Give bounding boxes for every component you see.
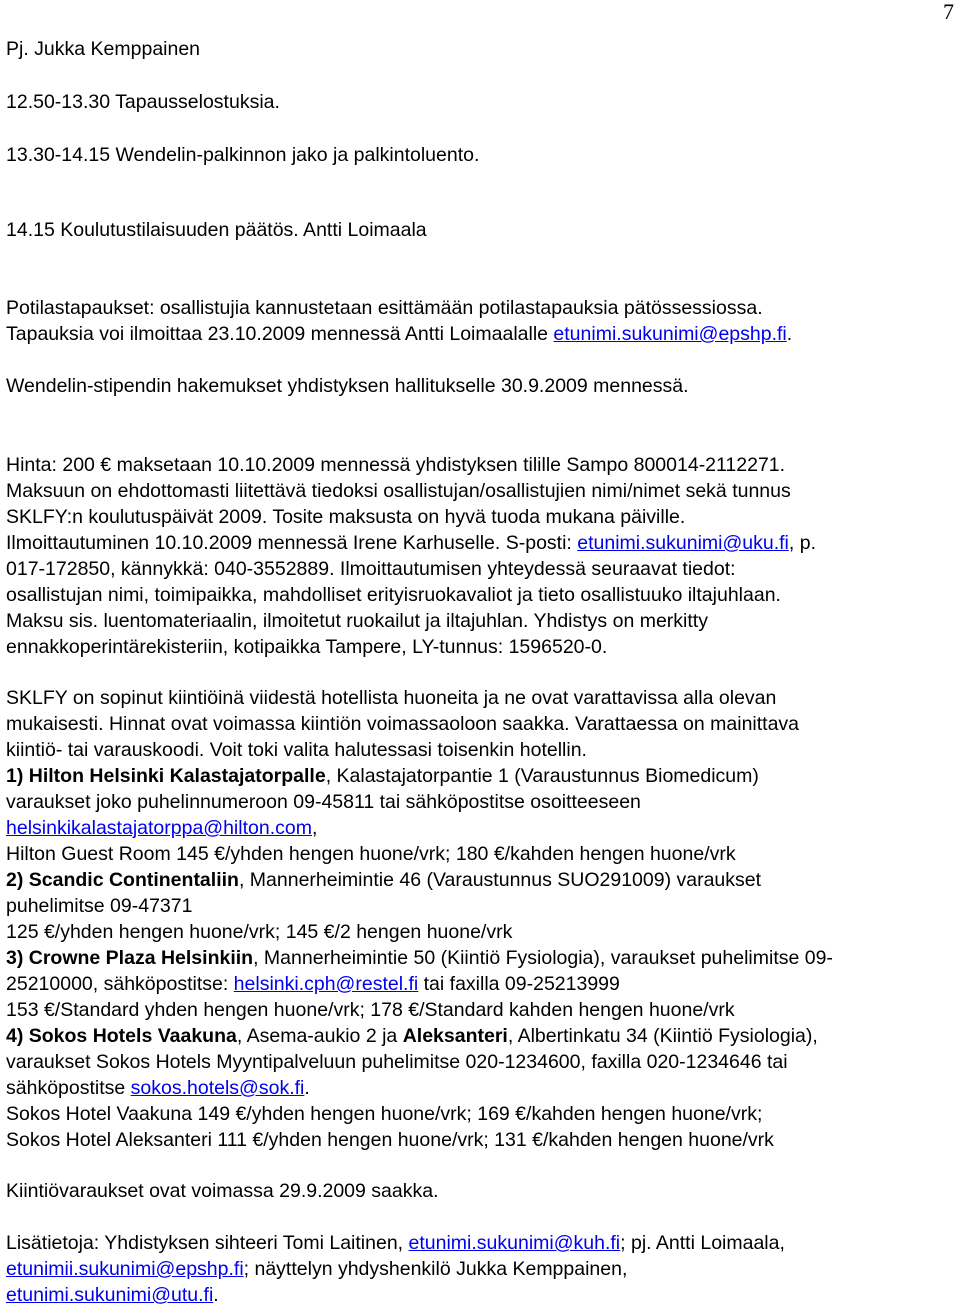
hotel-name: 4) Sokos Hotels Vaakuna bbox=[6, 1025, 237, 1047]
email-link[interactable]: etunimi.sukunimi@utu.fi bbox=[6, 1284, 214, 1306]
email-link[interactable]: helsinkikalastajatorppa@hilton.com bbox=[6, 817, 312, 839]
schedule-item: 12.50-13.30 Tapausselostuksia. bbox=[6, 91, 280, 113]
schedule-speaker: Pj. Jukka Kemppainen bbox=[6, 38, 201, 60]
payment-text: ennakkoperintärekisteriin, kotipaikka Tampere, LY-tunnus: 1596520-0. bbox=[6, 636, 608, 658]
contact-text: Lisätietoja: Yhdistyksen sihteeri Tomi Laitinen, etunimi.sukunimi@kuh.fi; pj. Antti Loimaala, bbox=[6, 1232, 785, 1254]
payment-text: osallistujan nimi, toimipaikka, mahdolliset erityisruokavaliot ja tieto osallistuuko iltajuhlaan. bbox=[6, 584, 781, 606]
cases-text: Potilastapaukset: osallistujia kannustetaan esittämään potilastapauksia pätössessiossa. bbox=[6, 297, 763, 319]
hotel-3-heading: 3) Crowne Plaza Helsinkiin, Mannerheimintie 50 (Kiintiö Fysiologia), varaukset puhelimitse 09- bbox=[6, 947, 833, 969]
page-number: 7 bbox=[943, 0, 954, 24]
hotel-name: 1) Hilton Helsinki Kalastajatorpalle bbox=[6, 765, 326, 787]
hotel-name: 2) Scandic Continentaliin bbox=[6, 869, 239, 891]
hotels-intro: SKLFY on sopinut kiintiöinä viidestä hotellista huoneita ja ne ovat varattavissa alla olevan bbox=[6, 687, 777, 709]
hotels-intro: kiintiö- tai varauskoodi. Voit toki valita halutessasi toisenkin hotellin. bbox=[6, 739, 587, 761]
hotel-name: 3) Crowne Plaza Helsinkiin bbox=[6, 947, 254, 969]
hotels-intro: mukaisesti. Hinnat ovat voimassa kiintiön voimassaoloon saakka. Varattaessa on mainittava bbox=[6, 713, 800, 735]
contact-text: etunimi.sukunimi@utu.fi. bbox=[6, 1284, 219, 1306]
hotel-4-price: Sokos Hotel Aleksanteri 111 €/yhden hengen huone/vrk; 131 €/kahden hengen huone/vrk bbox=[6, 1129, 774, 1151]
schedule-item: 14.15 Koulutustilaisuuden päätös. Antti Loimaala bbox=[6, 219, 427, 241]
hotel-4-heading: 4) Sokos Hotels Vaakuna, Asema-aukio 2 ja Aleksanteri, Albertinkatu 34 (Kiintiö Fysiologia), bbox=[6, 1025, 818, 1047]
wendelin-text: Wendelin-stipendin hakemukset yhdistyksen hallitukselle 30.9.2009 mennessä. bbox=[6, 375, 689, 397]
payment-text: Ilmoittautuminen 10.10.2009 mennessä Irene Karhuselle. S-posti: etunimi.sukunimi@uku.fi, p. bbox=[6, 532, 816, 554]
contact-text: etunimii.sukunimi@epshp.fi; näyttelyn yhdyshenkilö Jukka Kemppainen, bbox=[6, 1258, 628, 1280]
hotel-4-text: sähköpostitse sokos.hotels@sok.fi. bbox=[6, 1077, 310, 1099]
hotel-4-text: varaukset Sokos Hotels Myyntipalveluun puhelimitse 020-1234600, faxilla 020-1234646 tai bbox=[6, 1051, 788, 1073]
email-link[interactable]: helsinki.cph@restel.fi bbox=[233, 973, 419, 995]
email-link[interactable]: etunimi.sukunimi@kuh.fi bbox=[408, 1232, 621, 1254]
validity-text: Kiintiövaraukset ovat voimassa 29.9.2009 saakka. bbox=[6, 1180, 439, 1202]
hotel-1-heading: 1) Hilton Helsinki Kalastajatorpalle, Kalastajatorpantie 1 (Varaustunnus Biomedicum) bbox=[6, 765, 759, 787]
hotel-3-price: 153 €/Standard yhden hengen huone/vrk; 178 €/Standard kahden hengen huone/vrk bbox=[6, 999, 735, 1021]
payment-text: Maksuun on ehdottomasti liitettävä tiedoksi osallistujan/osallistujien nimi/nimet sekä tunnus bbox=[6, 480, 791, 502]
email-link[interactable]: etunimii.sukunimi@epshp.fi bbox=[6, 1258, 244, 1280]
hotel-2-text: puhelimitse 09-47371 bbox=[6, 895, 193, 917]
hotel-1-text: varaukset joko puhelinnumeroon 09-45811 tai sähköpostitse osoitteeseen bbox=[6, 791, 641, 813]
hotel-1-email-line: helsinkikalastajatorppa@hilton.com, bbox=[6, 817, 318, 839]
hotel-2-heading: 2) Scandic Continentaliin, Mannerheimintie 46 (Varaustunnus SUO291009) varaukset bbox=[6, 869, 762, 891]
hotel-1-price: Hilton Guest Room 145 €/yhden hengen huone/vrk; 180 €/kahden hengen huone/vrk bbox=[6, 843, 736, 865]
email-link[interactable]: etunimi.sukunimi@uku.fi bbox=[577, 532, 789, 554]
email-link[interactable]: etunimi.sukunimi@epshp.fi bbox=[553, 323, 787, 345]
payment-text: Maksu sis. luentomateriaalin, ilmoitetut ruokailut ja iltajuhlan. Yhdistys on merkitty bbox=[6, 610, 708, 632]
schedule-item: 13.30-14.15 Wendelin-palkinnon jako ja palkintoluento. bbox=[6, 144, 480, 166]
payment-text: SKLFY:n koulutuspäivät 2009. Tosite maksusta on hyvä tuoda mukana päiville. bbox=[6, 506, 686, 528]
hotel-3-text: 25210000, sähköpostitse: helsinki.cph@restel.fi tai faxilla 09-25213999 bbox=[6, 973, 620, 995]
hotel-name: Aleksanteri bbox=[402, 1025, 508, 1047]
payment-text: 017-172850, kännykkä: 040-3552889. Ilmoittautumisen yhteydessä seuraavat tiedot: bbox=[6, 558, 736, 580]
hotel-2-price: 125 €/yhden hengen huone/vrk; 145 €/2 hengen huone/vrk bbox=[6, 921, 513, 943]
cases-text: Tapauksia voi ilmoittaa 23.10.2009 mennessä Antti Loimaalalle etunimi.sukunimi@epshp.fi. bbox=[6, 323, 793, 345]
payment-text: Hinta: 200 € maksetaan 10.10.2009 mennessä yhdistyksen tilille Sampo 800014-2112271. bbox=[6, 454, 786, 476]
hotel-4-price: Sokos Hotel Vaakuna 149 €/yhden hengen huone/vrk; 169 €/kahden hengen huone/vrk; bbox=[6, 1103, 763, 1125]
email-link[interactable]: sokos.hotels@sok.fi bbox=[130, 1077, 305, 1099]
